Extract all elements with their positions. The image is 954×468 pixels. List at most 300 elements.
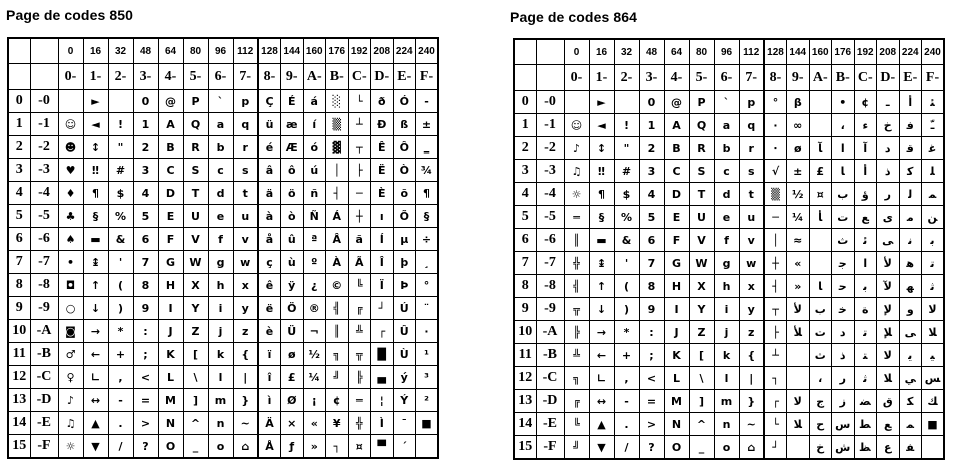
row-hex-header: -B	[536, 344, 564, 367]
table-row	[514, 229, 944, 252]
column-decimal-header: 80	[183, 38, 208, 64]
table-row	[514, 344, 944, 367]
row-hex-header: -9	[536, 298, 564, 321]
row-decimal-header: 11	[8, 343, 30, 366]
column-hex-header: 2-	[108, 64, 133, 90]
glyph-cell: ü	[258, 113, 281, 136]
glyph-cell: R	[183, 136, 208, 159]
glyph-cell: ﺟ	[832, 252, 855, 275]
table-row	[514, 183, 944, 206]
glyph-cell: |	[739, 367, 764, 390]
glyph-cell: z	[739, 321, 764, 344]
glyph-cell: ╠	[348, 366, 371, 389]
glyph-cell: $	[614, 183, 639, 206]
table-row	[514, 114, 944, 137]
column-hex-header: E-	[899, 65, 922, 91]
glyph-cell: Ü	[281, 320, 304, 343]
glyph-cell: ■	[922, 413, 945, 436]
glyph-cell: ╗	[564, 367, 589, 390]
row-decimal-header: 2	[514, 137, 536, 160]
glyph-cell: ╗	[326, 343, 349, 366]
glyph-cell: -	[614, 390, 639, 413]
glyph-cell: ▓	[326, 136, 349, 159]
glyph-cell: ﻳ	[899, 344, 922, 367]
column-hex-header: F-	[922, 65, 945, 91]
glyph-cell: ﻰ	[877, 229, 900, 252]
column-hex-header: 9-	[787, 65, 810, 91]
code-page-table-864	[513, 38, 945, 460]
glyph-cell: >	[639, 413, 664, 436]
glyph-cell: 4	[639, 183, 664, 206]
glyph-cell: ☺	[58, 113, 83, 136]
glyph-cell: H	[664, 275, 689, 298]
glyph-cell: ║	[326, 320, 349, 343]
glyph-cell: @	[664, 91, 689, 114]
glyph-cell: X	[183, 274, 208, 297]
glyph-cell: z	[233, 320, 258, 343]
table-row	[514, 321, 944, 344]
glyph-cell: v	[233, 228, 258, 251]
glyph-cell	[564, 91, 589, 114]
glyph-cell: ﻀ	[854, 390, 877, 413]
glyph-cell: n	[208, 412, 233, 435]
glyph-cell: ء	[854, 114, 877, 137]
glyph-cell: ﺎ	[832, 160, 855, 183]
glyph-cell: Ú	[393, 297, 416, 320]
glyph-cell: j	[714, 321, 739, 344]
glyph-cell: ☻	[58, 136, 83, 159]
row-hex-header: -0	[30, 90, 58, 113]
column-decimal-header: 160	[809, 39, 832, 65]
glyph-cell: .	[108, 412, 133, 435]
column-hex-header: C-	[854, 65, 877, 91]
corner-cell	[514, 39, 536, 65]
glyph-cell: ┬	[764, 298, 787, 321]
glyph-cell	[809, 114, 832, 137]
glyph-cell: ﻻ	[787, 390, 810, 413]
glyph-cell: "	[614, 137, 639, 160]
glyph-cell: ı	[371, 205, 394, 228]
column-decimal-header: 0	[58, 38, 83, 64]
glyph-cell: $	[108, 182, 133, 205]
row-hex-header: -1	[536, 114, 564, 137]
glyph-cell: ¶	[589, 183, 614, 206]
glyph-cell: ;	[133, 343, 158, 366]
row-decimal-header: 15	[8, 435, 30, 459]
glyph-cell: 3	[639, 160, 664, 183]
glyph-cell: à	[258, 205, 281, 228]
table-row	[514, 160, 944, 183]
glyph-cell: ¡	[303, 389, 326, 412]
row-decimal-header: 7	[514, 252, 536, 275]
glyph-cell: ╔	[348, 297, 371, 320]
column-decimal-header: 176	[832, 39, 855, 65]
glyph-cell: ▲	[589, 413, 614, 436]
glyph-cell: »	[303, 435, 326, 459]
table-row	[514, 436, 944, 460]
column-decimal-header: 240	[922, 39, 945, 65]
table-row	[8, 320, 438, 343]
corner-cell	[536, 39, 564, 65]
glyph-cell: ﺝ	[809, 390, 832, 413]
column-decimal-header: 240	[416, 38, 439, 64]
glyph-cell: {	[233, 343, 258, 366]
corner-cell	[514, 65, 536, 91]
glyph-cell: 7	[639, 252, 664, 275]
glyph-cell: ﺫ	[877, 160, 900, 183]
column-decimal-header: 32	[614, 39, 639, 65]
glyph-cell: L	[158, 366, 183, 389]
glyph-cell: ﺘ	[854, 344, 877, 367]
row-decimal-header: 6	[514, 229, 536, 252]
glyph-cell: 4	[133, 182, 158, 205]
glyph-cell: O	[158, 435, 183, 459]
column-hex-header: 4-	[664, 65, 689, 91]
glyph-cell: »	[787, 275, 810, 298]
glyph-cell: ↓	[83, 297, 108, 320]
glyph-cell: [	[689, 344, 714, 367]
glyph-cell: 9	[639, 298, 664, 321]
corner-cell	[30, 38, 58, 64]
row-decimal-header: 14	[8, 412, 30, 435]
column-hex-header: 0-	[58, 64, 83, 90]
glyph-cell: Z	[689, 321, 714, 344]
glyph-cell: ƒ	[281, 435, 304, 459]
glyph-cell: #	[108, 159, 133, 182]
row-decimal-header: 5	[8, 205, 30, 228]
glyph-cell: ô	[281, 159, 304, 182]
glyph-cell: ░	[326, 90, 349, 113]
glyph-cell: ﺡ	[809, 413, 832, 436]
glyph-cell: ÿ	[281, 274, 304, 297]
glyph-cell: ◙	[58, 320, 83, 343]
glyph-cell: ►	[83, 90, 108, 113]
glyph-cell: ╩	[348, 320, 371, 343]
glyph-cell: c	[714, 160, 739, 183]
glyph-cell: ﺑ	[922, 229, 945, 252]
glyph-cell: ↔	[589, 390, 614, 413]
glyph-cell: A	[158, 113, 183, 136]
glyph-cell: ﻤ	[922, 183, 945, 206]
glyph-cell: ø	[281, 343, 304, 366]
glyph-cell: ú	[303, 159, 326, 182]
glyph-cell: ▬	[589, 229, 614, 252]
column-hex-header: 2-	[614, 65, 639, 91]
glyph-cell: →	[589, 321, 614, 344]
table-row	[514, 367, 944, 390]
glyph-cell: >	[133, 412, 158, 435]
table-row	[514, 91, 944, 114]
glyph-cell: .	[614, 413, 639, 436]
glyph-cell: ﺫ	[832, 344, 855, 367]
glyph-cell: &	[614, 229, 639, 252]
row-decimal-header: 8	[8, 274, 30, 297]
glyph-cell: ﺯ	[832, 390, 855, 413]
row-decimal-header: 1	[8, 113, 30, 136]
glyph-cell: ð	[371, 90, 394, 113]
glyph-cell: ?	[639, 436, 664, 460]
glyph-cell: }	[739, 390, 764, 413]
corner-cell	[536, 65, 564, 91]
glyph-cell: •	[58, 251, 83, 274]
glyph-cell: └	[348, 90, 371, 113]
glyph-cell: ○	[58, 297, 83, 320]
glyph-cell: Ø	[281, 389, 304, 412]
row-decimal-header: 7	[8, 251, 30, 274]
glyph-cell: ‼	[589, 160, 614, 183]
glyph-cell: <	[133, 366, 158, 389]
glyph-cell: g	[714, 252, 739, 275]
row-hex-header: -F	[536, 436, 564, 460]
table-row	[8, 113, 438, 136]
glyph-cell: â	[258, 159, 281, 182]
glyph-cell: ▒	[764, 183, 787, 206]
glyph-cell: 2	[639, 137, 664, 160]
glyph-cell: «	[787, 252, 810, 275]
glyph-cell: ¾	[416, 159, 439, 182]
row-hex-header: -A	[536, 321, 564, 344]
glyph-cell: h	[208, 274, 233, 297]
table-row	[8, 343, 438, 366]
glyph-cell: ┤	[326, 182, 349, 205]
column-hex-header: B-	[326, 64, 349, 90]
glyph-cell: ﺂ	[809, 137, 832, 160]
glyph-cell: ﻼ	[922, 321, 945, 344]
glyph-cell: k	[208, 343, 233, 366]
glyph-cell: ß	[393, 113, 416, 136]
glyph-cell: ,	[108, 366, 133, 389]
table-row	[514, 390, 944, 413]
glyph-cell: L	[664, 367, 689, 390]
column-hex-header: 3-	[639, 65, 664, 91]
table-row	[8, 228, 438, 251]
glyph-cell: ﺗ	[854, 321, 877, 344]
glyph-cell: ↕	[589, 137, 614, 160]
glyph-cell: £	[809, 160, 832, 183]
glyph-cell: h	[714, 275, 739, 298]
glyph-cell: &	[108, 228, 133, 251]
glyph-cell: ║	[564, 229, 589, 252]
glyph-cell: º	[303, 251, 326, 274]
row-hex-header: -5	[30, 205, 58, 228]
glyph-cell: ﺥ	[809, 436, 832, 460]
glyph-cell: q	[233, 113, 258, 136]
glyph-cell: È	[371, 182, 394, 205]
glyph-cell: ﻣ	[899, 206, 922, 229]
glyph-cell: B	[664, 137, 689, 160]
glyph-cell: ﺎ	[809, 275, 832, 298]
glyph-cell: ►	[589, 91, 614, 114]
glyph-cell: K	[664, 344, 689, 367]
glyph-cell: t	[233, 182, 258, 205]
glyph-cell: !	[614, 114, 639, 137]
glyph-cell: ½	[787, 183, 810, 206]
glyph-cell: Ô	[393, 136, 416, 159]
glyph-cell: w	[739, 252, 764, 275]
glyph-cell: ♀	[58, 366, 83, 389]
glyph-cell: ╚	[348, 274, 371, 297]
glyph-cell: ◘	[58, 274, 83, 297]
glyph-cell: ┴	[348, 113, 371, 136]
glyph-cell: S	[183, 159, 208, 182]
glyph-cell: *	[614, 321, 639, 344]
glyph-cell: ³	[416, 366, 439, 389]
glyph-cell: ﺛ	[922, 275, 945, 298]
glyph-cell: N	[664, 413, 689, 436]
glyph-cell: °	[764, 91, 787, 114]
glyph-cell: ▲	[83, 412, 108, 435]
glyph-cell: ﺧ	[832, 298, 855, 321]
table-row	[8, 159, 438, 182]
glyph-cell: ﺩ	[832, 321, 855, 344]
glyph-cell: ←	[589, 344, 614, 367]
glyph-cell: ﻧ	[899, 229, 922, 252]
glyph-cell: q	[739, 114, 764, 137]
glyph-cell: ½	[303, 343, 326, 366]
table-row	[8, 182, 438, 205]
glyph-cell: ~	[739, 413, 764, 436]
glyph-cell: Ï	[371, 274, 394, 297]
glyph-cell: F	[664, 229, 689, 252]
glyph-cell: µ	[393, 228, 416, 251]
glyph-cell: C	[664, 160, 689, 183]
glyph-cell: Y	[183, 297, 208, 320]
glyph-cell: █	[371, 343, 394, 366]
row-hex-header: -C	[536, 367, 564, 390]
glyph-cell: ↕	[83, 136, 108, 159]
glyph-cell: Ð	[371, 113, 394, 136]
glyph-cell: ↑	[83, 274, 108, 297]
glyph-cell: f	[714, 229, 739, 252]
glyph-cell: ∞	[787, 114, 810, 137]
glyph-cell: ▒	[326, 113, 349, 136]
glyph-cell: P	[689, 91, 714, 114]
table-row	[8, 136, 438, 159]
glyph-cell: e	[208, 205, 233, 228]
column-decimal-header: 192	[348, 38, 371, 64]
glyph-cell: B	[158, 136, 183, 159]
column-hex-header: 1-	[589, 65, 614, 91]
column-hex-header: 5-	[689, 65, 714, 91]
glyph-cell: ﺏ	[832, 183, 855, 206]
row-decimal-header: 5	[514, 206, 536, 229]
glyph-cell: ≈	[787, 229, 810, 252]
glyph-cell: m	[714, 390, 739, 413]
table-row	[514, 413, 944, 436]
glyph-cell: ﻻ	[922, 298, 945, 321]
glyph-cell: ﻏ	[922, 137, 945, 160]
glyph-cell: √	[764, 160, 787, 183]
glyph-cell: §	[416, 205, 439, 228]
glyph-cell: ☼	[58, 435, 83, 459]
glyph-cell: ¶	[83, 182, 108, 205]
glyph-cell: ﺗ	[922, 252, 945, 275]
table-row	[8, 205, 438, 228]
glyph-cell: D	[158, 182, 183, 205]
glyph-cell: └	[764, 413, 787, 436]
glyph-cell: \	[689, 367, 714, 390]
glyph-cell: G	[664, 252, 689, 275]
column-hex-header: 8-	[258, 64, 281, 90]
row-hex-header: -F	[30, 435, 58, 459]
glyph-cell: ﺛ	[854, 367, 877, 390]
glyph-cell: [	[183, 343, 208, 366]
glyph-cell: m	[208, 389, 233, 412]
glyph-cell: ╬	[564, 252, 589, 275]
glyph-cell: D	[664, 183, 689, 206]
glyph-cell: -	[108, 389, 133, 412]
glyph-cell: ﺋ	[854, 229, 877, 252]
glyph-cell: b	[208, 136, 233, 159]
column-hex-header: E-	[393, 64, 416, 90]
glyph-cell: N	[158, 412, 183, 435]
glyph-cell: T	[183, 182, 208, 205]
row-hex-header: -3	[30, 159, 58, 182]
row-decimal-header: 4	[8, 182, 30, 205]
glyph-cell: ♪	[564, 137, 589, 160]
glyph-cell: î	[258, 366, 281, 389]
glyph-cell: ﻯ	[877, 206, 900, 229]
glyph-cell: ♫	[564, 160, 589, 183]
column-hex-header: A-	[809, 65, 832, 91]
row-hex-header: -4	[536, 183, 564, 206]
glyph-cell: ﻼ	[877, 367, 900, 390]
glyph-cell: ¤	[348, 435, 371, 459]
column-decimal-header: 144	[281, 38, 304, 64]
glyph-cell: x	[739, 275, 764, 298]
row-hex-header: -8	[536, 275, 564, 298]
column-hex-header: 1-	[83, 64, 108, 90]
glyph-cell: (	[108, 274, 133, 297]
glyph-cell: ¸	[416, 251, 439, 274]
glyph-cell: _	[183, 435, 208, 459]
glyph-cell: ﻊ	[854, 206, 877, 229]
glyph-cell: ]	[689, 390, 714, 413]
glyph-cell: |	[233, 366, 258, 389]
glyph-cell: w	[233, 251, 258, 274]
glyph-cell: ﻫ	[899, 252, 922, 275]
glyph-cell: ¶	[416, 182, 439, 205]
glyph-cell: !	[108, 113, 133, 136]
column-decimal-header: 192	[854, 39, 877, 65]
glyph-cell: ﻭ	[899, 298, 922, 321]
column-hex-header: A-	[303, 64, 326, 90]
row-hex-header: -6	[536, 229, 564, 252]
glyph-cell: =	[133, 389, 158, 412]
row-hex-header: -D	[30, 389, 58, 412]
glyph-cell: ‗	[416, 136, 439, 159]
glyph-cell: ﺭ	[832, 367, 855, 390]
glyph-cell: #	[614, 160, 639, 183]
glyph-cell: ↑	[589, 275, 614, 298]
glyph-cell: þ	[393, 251, 416, 274]
column-decimal-header: 176	[326, 38, 349, 64]
glyph-cell: ±	[787, 160, 810, 183]
glyph-cell: ﻰ	[899, 321, 922, 344]
glyph-cell: o	[208, 435, 233, 459]
glyph-cell: í	[303, 113, 326, 136]
glyph-cell	[809, 252, 832, 275]
table-row	[514, 206, 944, 229]
glyph-cell	[787, 436, 810, 460]
column-hex-header: D-	[371, 64, 394, 90]
glyph-cell: @	[158, 90, 183, 113]
glyph-cell: ﺃ	[899, 91, 922, 114]
glyph-cell: ♂	[58, 343, 83, 366]
glyph-cell: ö	[281, 182, 304, 205]
row-decimal-header: 12	[514, 367, 536, 390]
column-decimal-header: 128	[258, 38, 281, 64]
